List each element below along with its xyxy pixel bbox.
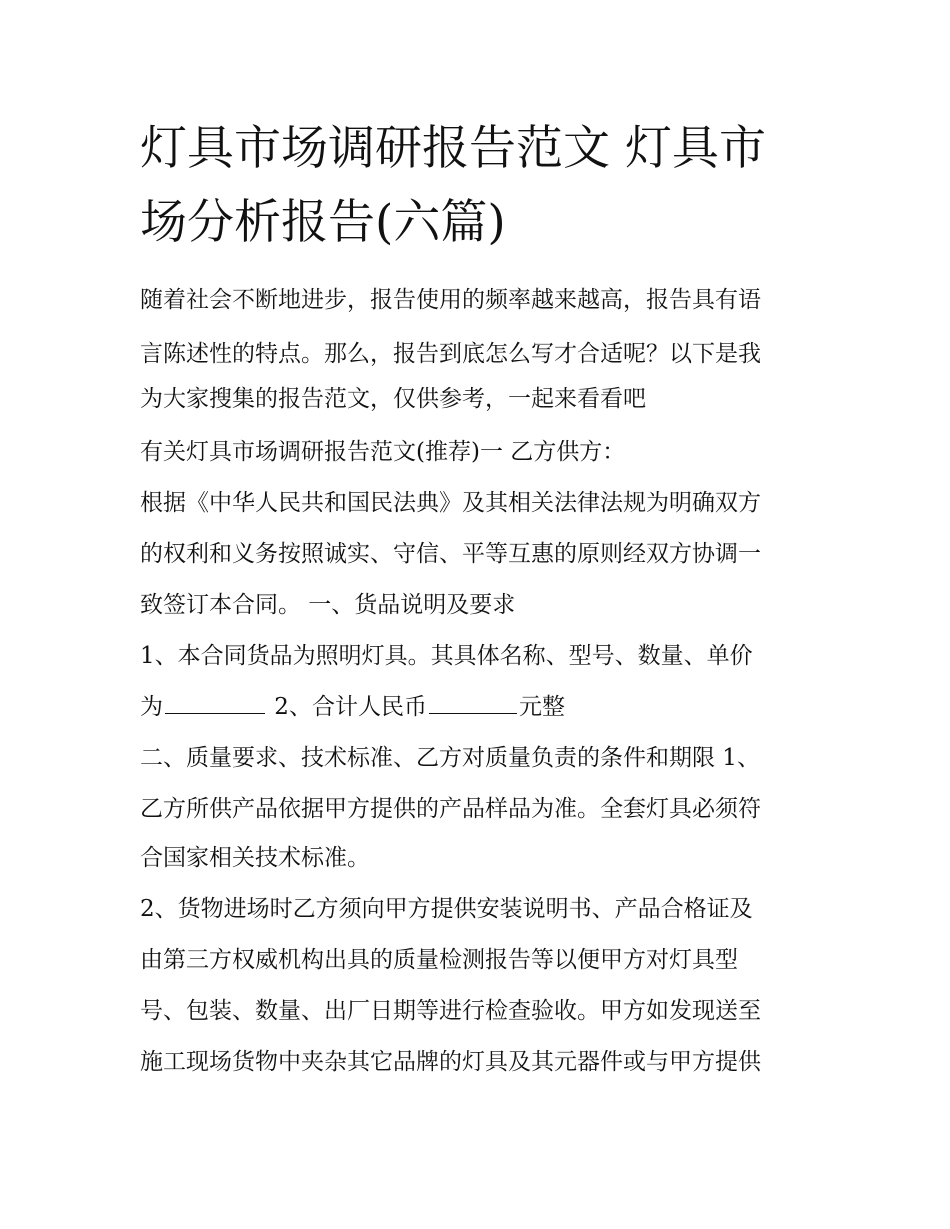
body-line-8: 1、本合同货品为照明灯具。其具体名称、型号、数量、单价 <box>140 643 753 669</box>
body-line-5: 根据《中华人民共和国民法典》及其相关法律法规为明确双方 <box>140 490 761 516</box>
body-line-6: 的权利和义务按照诚实、守信、平等互惠的原则经双方协调一 <box>140 541 761 567</box>
body-line-13: 2、货物进场时乙方须向甲方提供安装说明书、产品合格证及 <box>140 896 753 922</box>
body-line-7: 致签订本合同。 一、货品说明及要求 <box>140 592 516 618</box>
body-line-2: 言陈述性的特点。那么，报告到底怎么写才合适呢？以下是我 <box>140 341 761 367</box>
total-amount-blank <box>429 691 517 714</box>
body-line-4: 有关灯具市场调研报告范文(推荐)一 乙方供方： <box>140 439 626 465</box>
body-line-1: 随着社会不断地进步，报告使用的频率越来越高，报告具有语 <box>140 287 761 313</box>
body-line-9 <box>140 689 820 725</box>
body-line-16: 施工现场货物中夹杂其它品牌的灯具及其元器件或与甲方提供 <box>140 1049 761 1075</box>
body-line-10: 二、质量要求、技术标准、乙方对质量负责的条件和期限 1、 <box>140 745 760 771</box>
body-line-14: 由第三方权威机构出具的质量检测报告等以便甲方对灯具型 <box>140 947 738 973</box>
blank-label-yuan: 元整 <box>518 694 565 720</box>
blank-label-total: 2、合计人民币 <box>267 694 427 720</box>
body-line-3: 为大家搜集的报告范文，仅供参考，一起来看看吧 <box>140 386 646 412</box>
body-line-12: 合国家相关技术标准。 <box>140 845 370 871</box>
document-title <box>140 112 820 260</box>
title-line-2: 场分析报告(六篇) <box>140 195 506 250</box>
blank-label-unit-price: 为 <box>140 694 163 720</box>
title-line-1: 灯具市场调研报告范文 灯具市 <box>140 121 766 176</box>
unit-price-blank <box>165 691 265 714</box>
body-line-11: 乙方所供产品依据甲方提供的产品样品为准。全套灯具必须符 <box>140 796 761 822</box>
body-line-15: 号、包装、数量、出厂日期等进行检查验收。甲方如发现送至 <box>140 998 761 1024</box>
